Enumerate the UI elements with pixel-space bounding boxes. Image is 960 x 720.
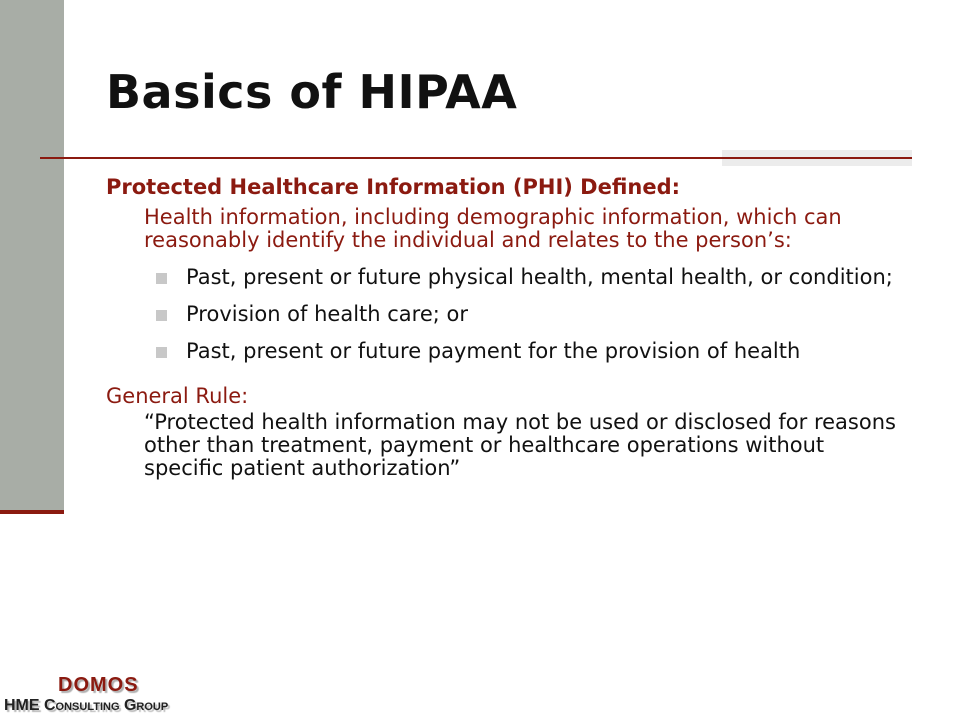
square-bullet-icon	[156, 347, 167, 358]
slide-content	[106, 170, 906, 480]
square-bullet-icon	[156, 273, 167, 284]
logo-wordmark: DOMOS	[58, 674, 139, 696]
company-logo	[2, 674, 202, 718]
bullet-text: Past, present or future payment for the provision of health	[186, 339, 801, 363]
sidebar-accent-line	[0, 510, 64, 514]
bullet-text: Past, present or future physical health, mental health, or condition;	[186, 265, 893, 289]
bullet-text: Provision of health care; or	[186, 302, 468, 326]
square-bullet-icon	[156, 310, 167, 321]
sidebar-decoration	[0, 0, 64, 510]
divider-shade-line	[722, 157, 912, 159]
general-rule-heading: General Rule:	[106, 384, 249, 408]
slide-title: Basics of HIPAA	[106, 65, 518, 119]
phi-bullet-list	[156, 266, 906, 363]
logo-tagline: HME Consulting Group	[4, 697, 169, 714]
general-rule-quote: “Protected health information may not be used or disclosed for reasons other than treatment, payment or healthcare operations without specific patient authorization”	[144, 410, 896, 480]
list-item	[156, 340, 906, 363]
list-item	[156, 303, 906, 326]
phi-heading: Protected Healthcare Information (PHI) Defined:	[106, 175, 681, 199]
phi-definition: Health information, including demographic information, which can reasonably identify the individual and relates to the person’s:	[144, 205, 842, 252]
list-item	[156, 266, 906, 289]
